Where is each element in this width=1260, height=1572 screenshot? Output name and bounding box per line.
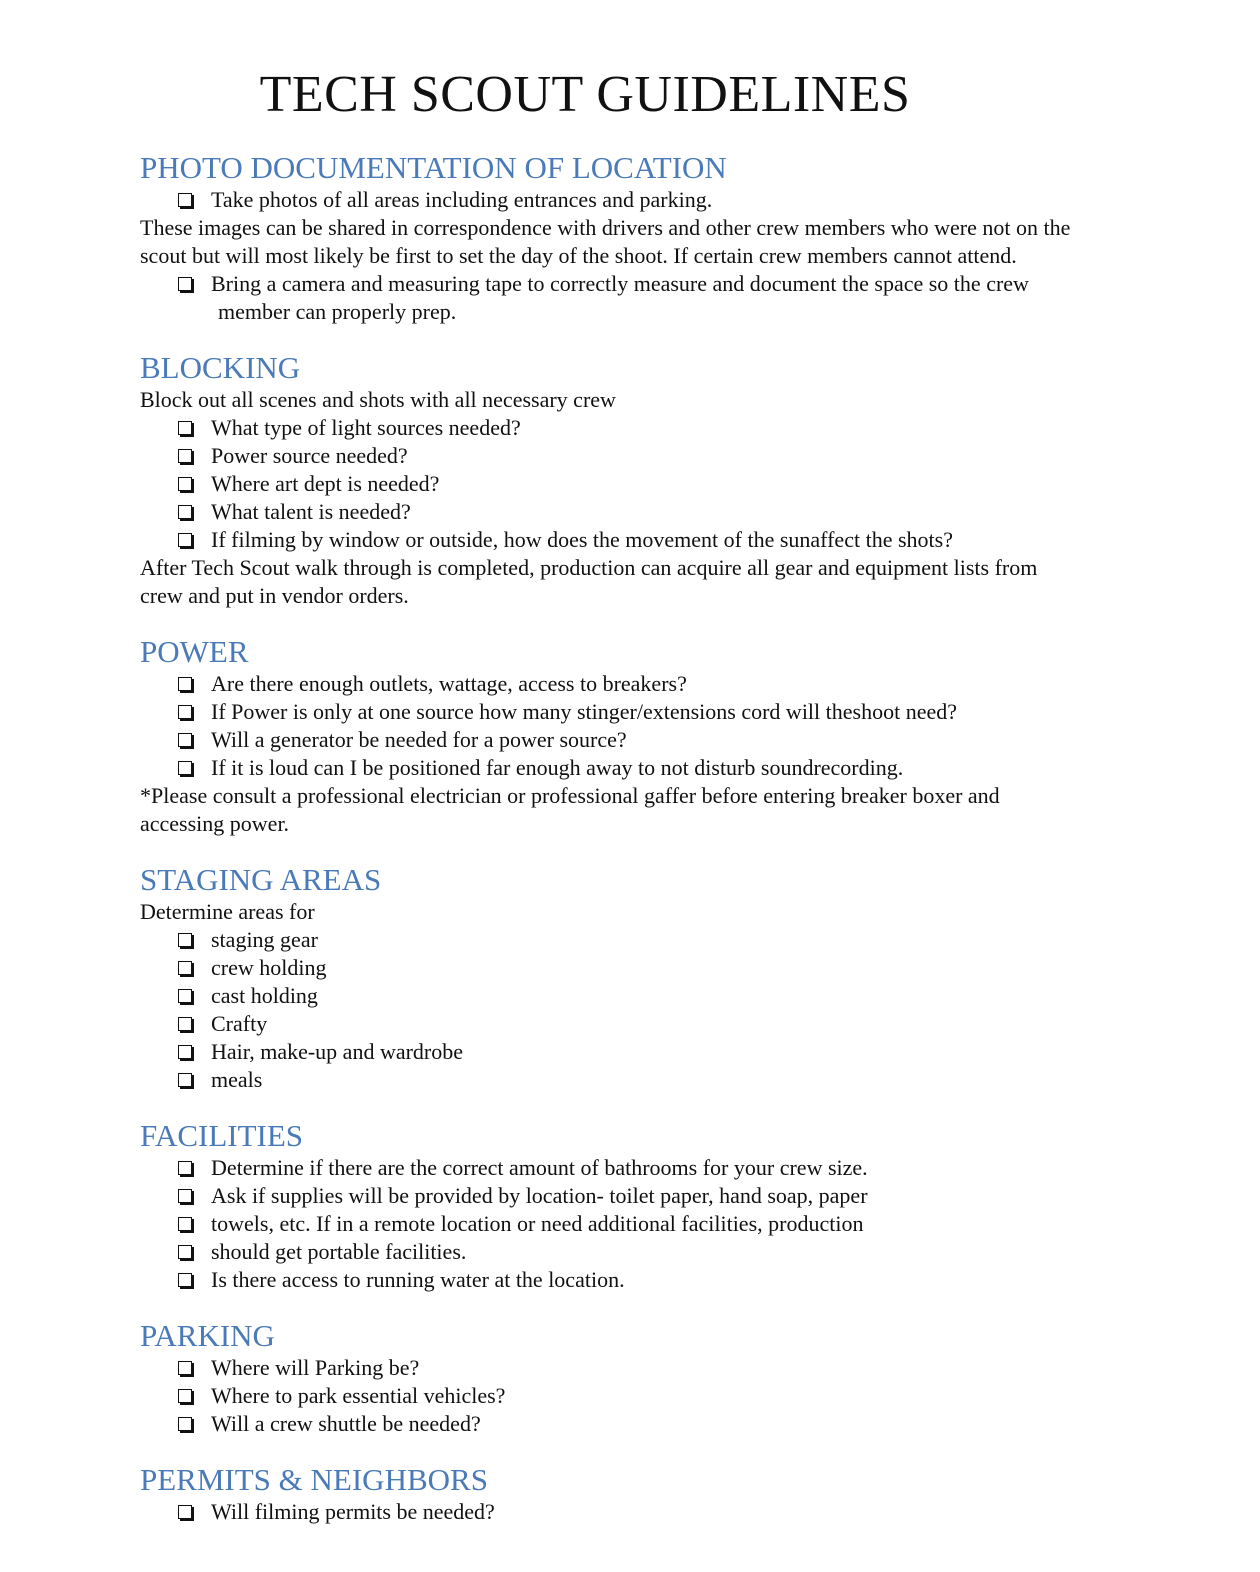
section-blocking (140, 350, 1080, 610)
document-title: TECH SCOUT GUIDELINES (259, 66, 911, 123)
checklist (140, 926, 1080, 1094)
checklist-item: Power source needed? (140, 442, 1080, 470)
section-photo-documentation (140, 150, 1080, 326)
section-facilities (140, 1118, 1080, 1294)
checklist-item: crew holding (140, 954, 1080, 982)
section-heading: STAGING AREAS (140, 862, 382, 897)
checkbox-icon (178, 1505, 192, 1519)
checklist-item: If filming by window or outside, how does the movement of the sunaffect the shots? (140, 526, 1080, 554)
checkbox-icon (178, 277, 192, 291)
checklist-item: should get portable facilities. (140, 1238, 1080, 1266)
checklist-item: Bring a camera and measuring tape to correctly measure and document the space so the crew member can properly prep. (140, 270, 1080, 326)
checklist-item: Hair, make-up and wardrobe (140, 1038, 1080, 1066)
checklist-item: Where to park essential vehicles? (140, 1382, 1080, 1410)
checkbox-icon (178, 677, 192, 691)
checklist-item: towels, etc. If in a remote location or need additional facilities, production (140, 1210, 1080, 1238)
checkbox-icon (178, 193, 192, 207)
checklist-item: Where art dept is needed? (140, 470, 1080, 498)
section-permits-neighbors (140, 1462, 1080, 1526)
checklist (140, 1354, 1080, 1438)
checkbox-icon (178, 961, 192, 975)
checkbox-icon (178, 1361, 192, 1375)
checklist-item: Are there enough outlets, wattage, access to breakers? (140, 670, 1080, 698)
paragraph: *Please consult a professional electrician or professional gaffer before entering breaker boxer and accessing power. (140, 783, 1000, 836)
checkbox-icon (178, 421, 192, 435)
checklist-item: meals (140, 1066, 1080, 1094)
checkbox-icon (178, 1217, 192, 1231)
checklist (140, 1498, 1080, 1526)
checkbox-icon (178, 1161, 192, 1175)
section-heading: BLOCKING (140, 350, 301, 385)
checkbox-icon (178, 1245, 192, 1259)
section-heading: FACILITIES (140, 1118, 304, 1153)
checklist-item: Crafty (140, 1010, 1080, 1038)
checkbox-icon (178, 1273, 192, 1287)
document-page (140, 60, 1080, 1526)
checkbox-icon (178, 733, 192, 747)
checklist-item: Ask if supplies will be provided by location- toilet paper, hand soap, paper (140, 1182, 1080, 1210)
section-heading: PERMITS & NEIGHBORS (140, 1462, 488, 1497)
paragraph: Determine areas for (140, 899, 315, 924)
checkbox-icon (178, 761, 192, 775)
paragraph: Block out all scenes and shots with all necessary crew (140, 387, 616, 412)
checklist (140, 270, 1080, 326)
section-parking (140, 1318, 1080, 1438)
checklist (140, 414, 1080, 554)
section-heading: POWER (140, 634, 249, 669)
checklist-item: What type of light sources needed? (140, 414, 1080, 442)
section-heading: PARKING (140, 1318, 275, 1353)
checkbox-icon (178, 533, 192, 547)
checkbox-icon (178, 1389, 192, 1403)
checkbox-icon (178, 1189, 192, 1203)
checkbox-icon (178, 1073, 192, 1087)
checkbox-icon (178, 477, 192, 491)
checkbox-icon (178, 933, 192, 947)
section-heading: PHOTO DOCUMENTATION OF LOCATION (140, 150, 727, 185)
checkbox-icon (178, 1417, 192, 1431)
checklist-item: Determine if there are the correct amount of bathrooms for your crew size. (140, 1154, 1080, 1182)
checkbox-icon (178, 705, 192, 719)
checklist-item: Take photos of all areas including entrances and parking. (140, 186, 1080, 214)
checkbox-icon (178, 1045, 192, 1059)
checklist-item: What talent is needed? (140, 498, 1080, 526)
checklist-item: cast holding (140, 982, 1080, 1010)
paragraph: After Tech Scout walk through is completed, production can acquire all gear and equipment lists from crew and put in vendor orders. (140, 555, 1038, 608)
checklist (140, 186, 1080, 214)
paragraph: These images can be shared in correspondence with drivers and other crew members who were not on the scout but will most likely be first to set the day of the shoot. If certain crew members cannot attend. (140, 215, 1071, 268)
checklist-item: Is there access to running water at the location. (140, 1266, 1080, 1294)
checklist-item: Will a crew shuttle be needed? (140, 1410, 1080, 1438)
checklist-item: If Power is only at one source how many stinger/extensions cord will theshoot need? (140, 698, 1080, 726)
checkbox-icon (178, 1017, 192, 1031)
checkbox-icon (178, 989, 192, 1003)
checkbox-icon (178, 449, 192, 463)
checklist-item: Where will Parking be? (140, 1354, 1080, 1382)
checklist-item: Will a generator be needed for a power source? (140, 726, 1080, 754)
section-power (140, 634, 1080, 838)
checklist (140, 670, 1080, 782)
checklist-item: Will filming permits be needed? (140, 1498, 1080, 1526)
checkbox-icon (178, 505, 192, 519)
checklist (140, 1154, 1080, 1294)
checklist-item: If it is loud can I be positioned far enough away to not disturb soundrecording. (140, 754, 1080, 782)
checklist-item: staging gear (140, 926, 1080, 954)
section-staging-areas (140, 862, 1080, 1094)
